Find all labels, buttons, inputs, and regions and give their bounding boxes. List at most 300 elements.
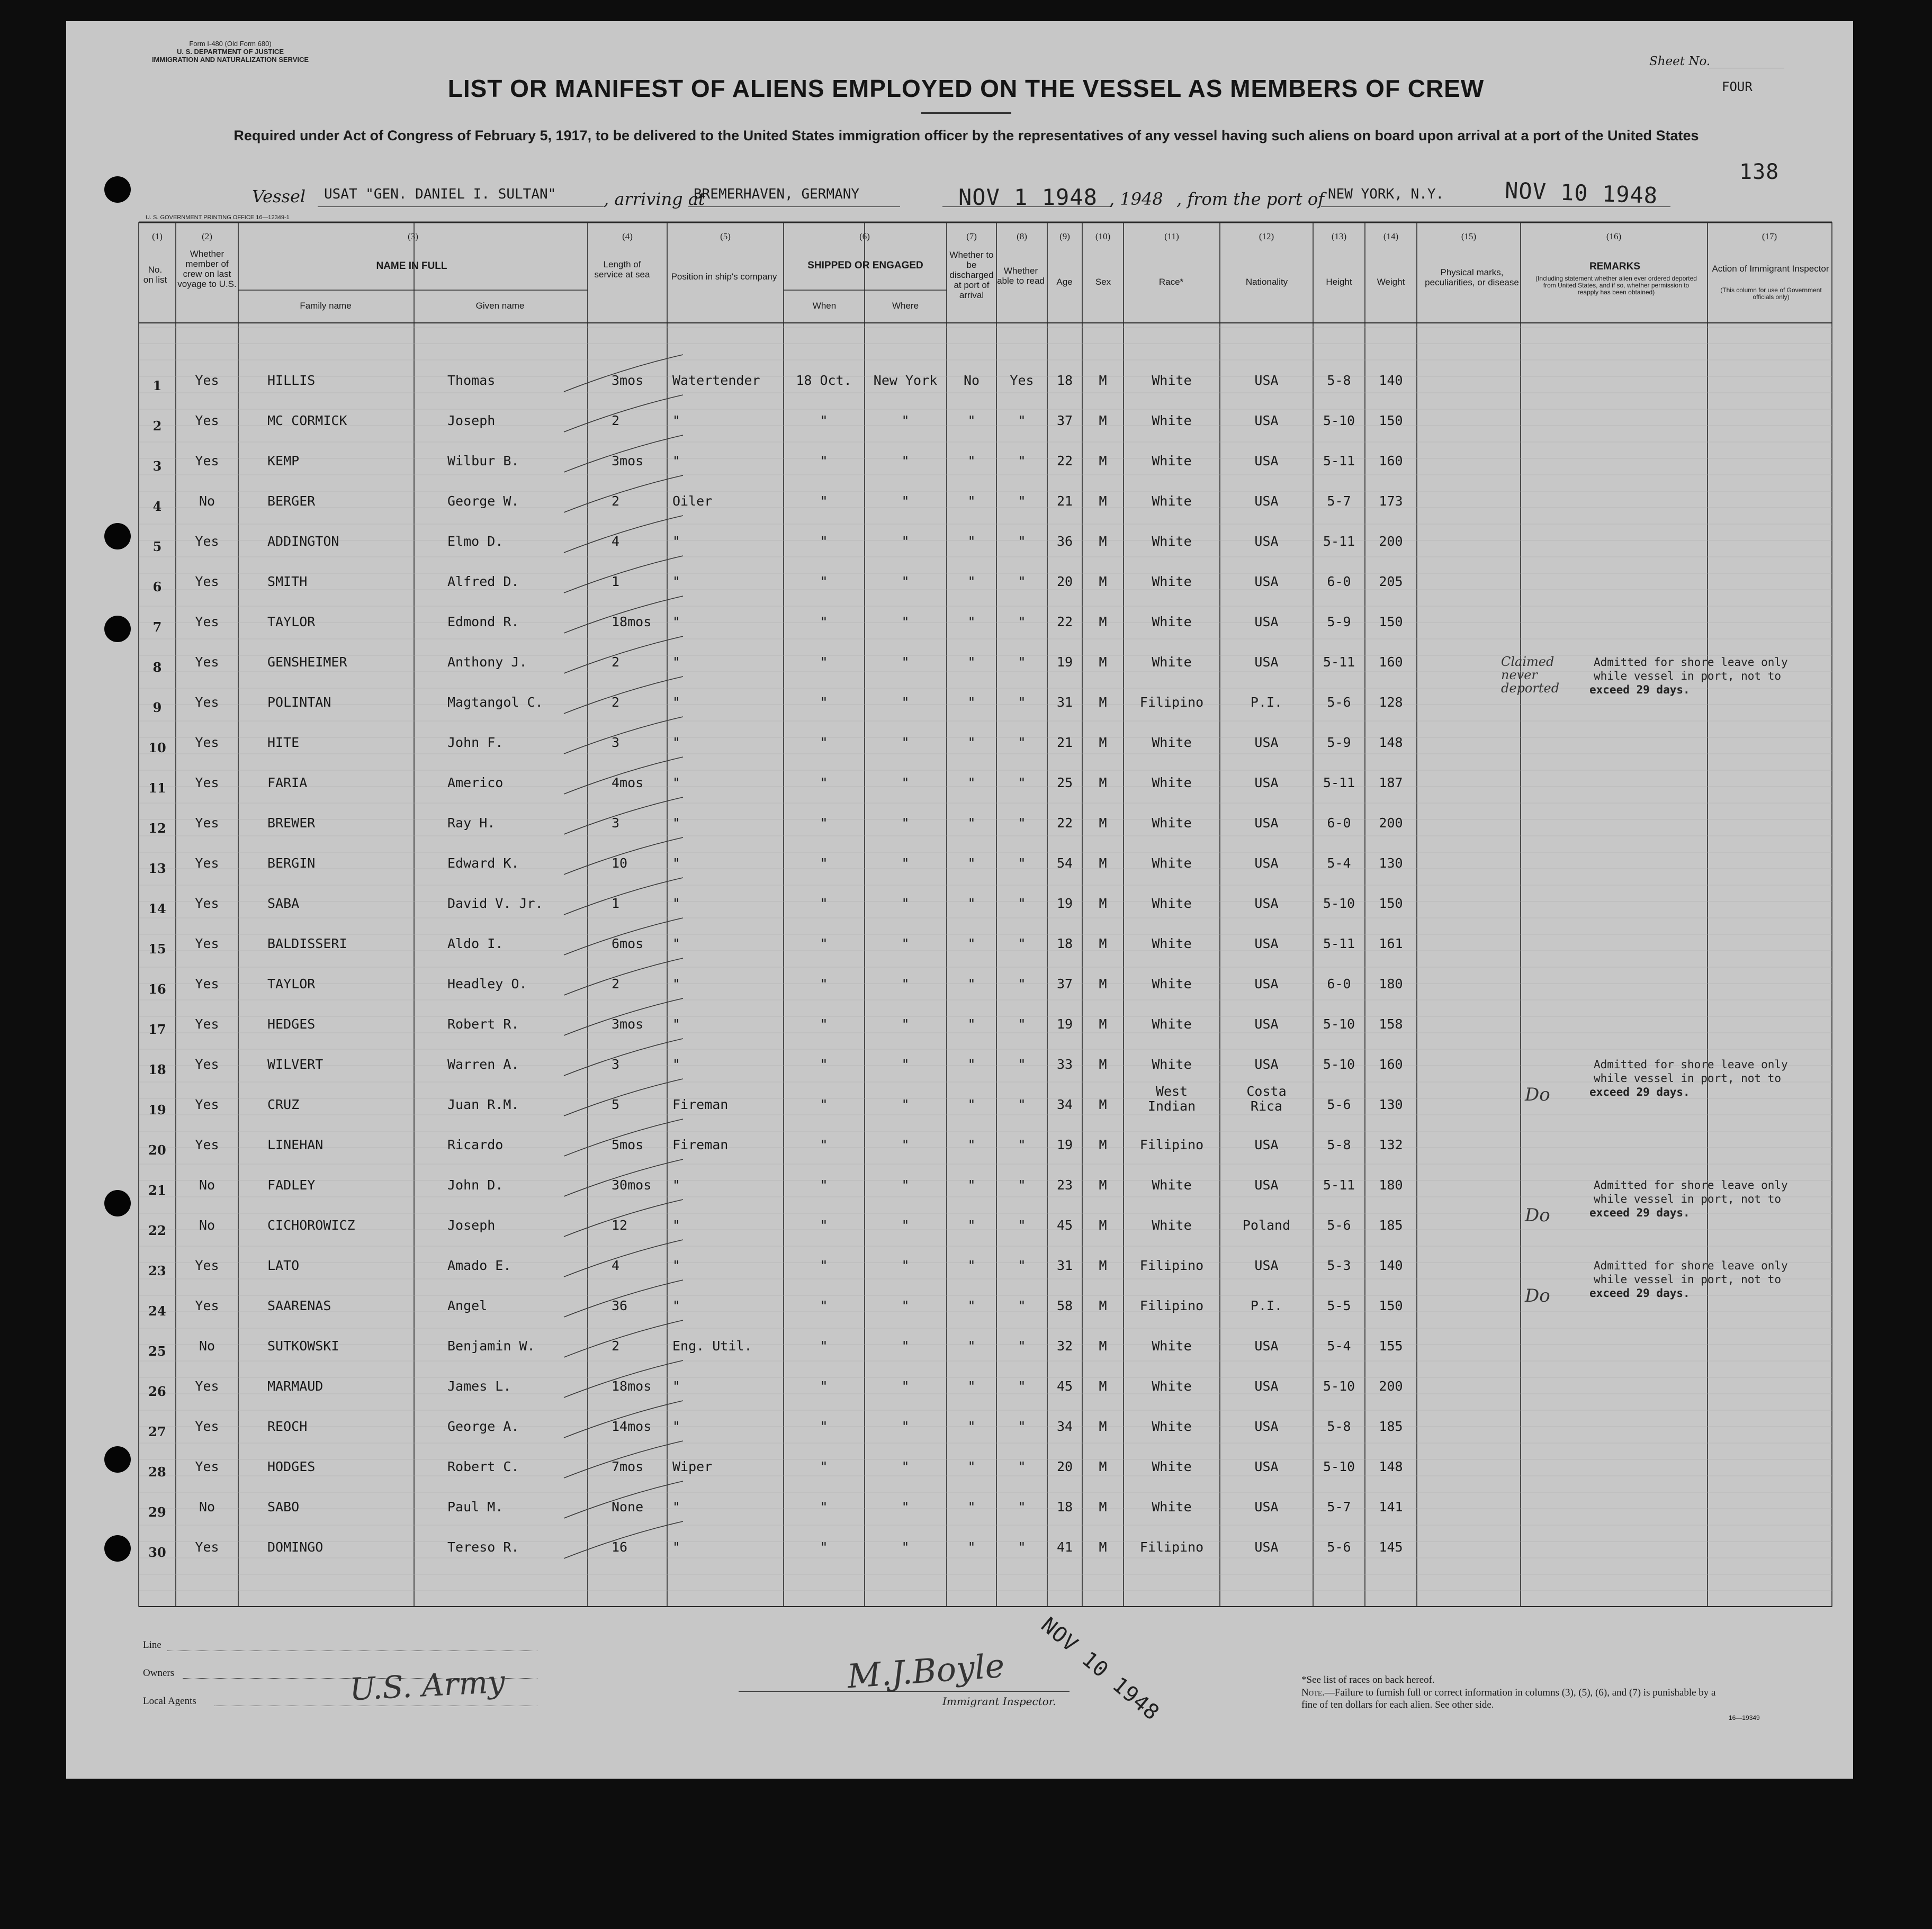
cell-position: Watertender xyxy=(672,373,760,388)
cell-last-voyage: Yes xyxy=(195,534,219,549)
cell-shipped-when: " xyxy=(820,1499,828,1515)
column-number: (16) xyxy=(1606,231,1622,241)
cell-shipped-when: " xyxy=(820,1258,828,1273)
header-sex: Sex xyxy=(1095,277,1111,287)
cell-height: 5-7 xyxy=(1327,493,1351,509)
row-number: 26 xyxy=(148,1384,166,1399)
cell-able-to-read: " xyxy=(1018,1539,1026,1555)
cell-age: 41 xyxy=(1056,1539,1073,1555)
cell-discharged: " xyxy=(967,1097,976,1112)
cell-given-name: Angel xyxy=(447,1298,488,1313)
cell-able-to-read: " xyxy=(1018,614,1026,629)
cell-discharged: " xyxy=(967,775,976,790)
cell-able-to-read: " xyxy=(1018,1057,1026,1072)
cell-able-to-read: " xyxy=(1018,493,1026,509)
cell-sex: M xyxy=(1099,775,1107,790)
cell-shipped-when: " xyxy=(820,1298,828,1313)
cell-shipped-when: " xyxy=(820,775,828,790)
cell-position: " xyxy=(672,453,681,468)
cell-shipped-when: " xyxy=(820,534,828,549)
cell-family-name: WILVERT xyxy=(267,1057,324,1072)
cell-race: White xyxy=(1152,976,1192,991)
cell-discharged: " xyxy=(967,574,976,589)
cell-family-name: CRUZ xyxy=(267,1097,300,1112)
column-number: (17) xyxy=(1762,231,1777,241)
cell-shipped-where: " xyxy=(901,1016,910,1032)
cell-able-to-read: " xyxy=(1018,574,1026,589)
row-number: 2 xyxy=(152,418,162,434)
cell-family-name: LATO xyxy=(267,1258,300,1273)
cell-race: White xyxy=(1152,413,1192,428)
cell-race: West Indian xyxy=(1147,1084,1196,1114)
cell-last-voyage: Yes xyxy=(195,574,219,589)
cell-nationality: USA xyxy=(1254,1338,1279,1354)
cell-service-length: 3 xyxy=(612,735,620,750)
cell-discharged: " xyxy=(967,695,976,710)
cell-nationality: USA xyxy=(1254,1419,1279,1434)
sheet-label: Sheet No. xyxy=(1649,55,1711,68)
cell-nationality: USA xyxy=(1254,1499,1279,1515)
cell-age: 31 xyxy=(1056,695,1073,710)
cell-shipped-where: " xyxy=(901,1338,910,1354)
cell-given-name: George W. xyxy=(447,493,519,509)
remark-typed-line: exceed 29 days. xyxy=(1589,683,1690,696)
page-title: LIST OR MANIFEST OF ALIENS EMPLOYED ON THE VESSEL AS MEMBERS OF CREW xyxy=(447,75,1485,102)
cell-position: " xyxy=(672,614,681,629)
header-where: Where xyxy=(892,301,919,311)
cell-given-name: Anthony J. xyxy=(447,654,527,670)
cell-nationality: USA xyxy=(1254,614,1279,629)
cell-race: White xyxy=(1152,896,1192,911)
column-number: (3) xyxy=(408,231,418,241)
cell-family-name: BERGER xyxy=(267,493,316,509)
line-label: Line xyxy=(143,1639,161,1651)
cell-family-name: BALDISSERI xyxy=(267,936,347,951)
cell-position: " xyxy=(672,1177,681,1193)
cell-discharged: " xyxy=(967,614,976,629)
cell-discharged: " xyxy=(967,1539,976,1555)
sheet-number: FOUR xyxy=(1722,79,1753,94)
cell-position: Eng. Util. xyxy=(672,1338,752,1354)
cell-discharged: " xyxy=(967,936,976,951)
cell-service-length: 2 xyxy=(612,695,620,710)
cell-weight: 150 xyxy=(1379,614,1403,629)
row-number: 22 xyxy=(148,1223,166,1238)
column-number: (1) xyxy=(152,231,163,241)
form-code: 16—19349 xyxy=(1729,1714,1760,1721)
note-text: —Failure to furnish full or correct information in columns (3), (5), (6), and (7) is punishable by a fine of ten dollars for each alien. See other side. xyxy=(1301,1687,1716,1710)
remark-handwritten: Do xyxy=(1525,1205,1550,1226)
remark-typed-line: exceed 29 days. xyxy=(1589,1086,1690,1098)
cell-shipped-where: " xyxy=(901,976,910,991)
cell-last-voyage: Yes xyxy=(195,1419,219,1434)
cell-race: White xyxy=(1152,1378,1192,1394)
cell-shipped-where: " xyxy=(901,1137,910,1152)
cell-race: White xyxy=(1152,1016,1192,1032)
cell-weight: 140 xyxy=(1379,373,1403,388)
cell-race: White xyxy=(1152,775,1192,790)
remark-typed-line: Admitted for shore leave only xyxy=(1594,1058,1788,1071)
cell-shipped-where: " xyxy=(901,493,910,509)
cell-last-voyage: Yes xyxy=(195,976,219,991)
arrival-date-stamp: NOV 1 1948 xyxy=(958,184,1098,210)
row-number: 14 xyxy=(148,901,166,916)
cell-height: 5-11 xyxy=(1323,453,1355,468)
cell-family-name: LINEHAN xyxy=(267,1137,324,1152)
cell-family-name: MARMAUD xyxy=(267,1378,324,1394)
row-number: 4 xyxy=(152,499,162,514)
cell-height: 5-11 xyxy=(1323,775,1355,790)
remark-typed-line: Admitted for shore leave only xyxy=(1594,656,1788,669)
header-family-name: Family name xyxy=(300,301,352,311)
cell-family-name: POLINTAN xyxy=(267,695,331,710)
cell-able-to-read: Yes xyxy=(1010,373,1034,388)
race-note: *See list of races on back hereof. xyxy=(1301,1674,1435,1685)
cell-last-voyage: No xyxy=(199,1177,215,1193)
row-number: 13 xyxy=(148,861,166,876)
cell-given-name: Tereso R. xyxy=(447,1539,519,1555)
column-number: (4) xyxy=(622,231,633,241)
cell-nationality: USA xyxy=(1254,413,1279,428)
cell-nationality: USA xyxy=(1254,1137,1279,1152)
cell-service-length: 2 xyxy=(612,654,620,670)
cell-height: 5-11 xyxy=(1323,936,1355,951)
cell-given-name: Edward K. xyxy=(447,855,519,871)
cell-shipped-where: " xyxy=(901,574,910,589)
cell-shipped-where: " xyxy=(901,654,910,670)
cell-last-voyage: Yes xyxy=(195,413,219,428)
row-number: 19 xyxy=(148,1102,166,1117)
cell-position: " xyxy=(672,1499,681,1515)
cell-service-length: 10 xyxy=(612,855,628,871)
column-number: (5) xyxy=(720,231,731,241)
cell-position: " xyxy=(672,976,681,991)
cell-able-to-read: " xyxy=(1018,896,1026,911)
cell-last-voyage: Yes xyxy=(195,1258,219,1273)
cell-nationality: USA xyxy=(1254,735,1279,750)
cell-age: 25 xyxy=(1056,775,1073,790)
row-number: 25 xyxy=(148,1344,166,1359)
cell-shipped-when: " xyxy=(820,1459,828,1474)
cell-age: 18 xyxy=(1056,1499,1073,1515)
cell-family-name: SAARENAS xyxy=(267,1298,331,1313)
cell-height: 5-6 xyxy=(1327,695,1351,710)
cell-service-length: 5mos xyxy=(612,1137,644,1152)
cell-position: " xyxy=(672,654,681,670)
remark-typed-line: while vessel in port, not to xyxy=(1594,1193,1782,1205)
punch-hole xyxy=(104,176,131,203)
cell-sex: M xyxy=(1099,453,1107,468)
cell-sex: M xyxy=(1099,695,1107,710)
cell-height: 5-9 xyxy=(1327,614,1351,629)
cell-weight: 128 xyxy=(1379,695,1403,710)
cell-weight: 160 xyxy=(1379,654,1403,670)
cell-given-name: Edmond R. xyxy=(447,614,519,629)
cell-last-voyage: Yes xyxy=(195,1137,219,1152)
form-number: Form I-480 (Old Form 680) xyxy=(189,40,272,48)
cell-discharged: " xyxy=(967,534,976,549)
cell-position: Oiler xyxy=(672,493,713,509)
cell-shipped-when: " xyxy=(820,1539,828,1555)
cell-discharged: " xyxy=(967,1298,976,1313)
cell-shipped-where: " xyxy=(901,413,910,428)
cell-race: White xyxy=(1152,1459,1192,1474)
cell-last-voyage: Yes xyxy=(195,735,219,750)
cell-given-name: Paul M. xyxy=(447,1499,504,1515)
remark-handwritten: Do xyxy=(1525,1084,1550,1105)
note-label: Note. xyxy=(1301,1687,1325,1698)
cell-shipped-where: " xyxy=(901,1177,910,1193)
cell-nationality: USA xyxy=(1254,855,1279,871)
cell-service-length: 14mos xyxy=(612,1419,652,1434)
cell-age: 20 xyxy=(1056,574,1073,589)
cell-service-length: 6mos xyxy=(612,936,644,951)
cell-service-length: 1 xyxy=(612,574,620,589)
cell-shipped-when: " xyxy=(820,1016,828,1032)
cell-sex: M xyxy=(1099,1097,1107,1112)
cell-position: " xyxy=(672,1218,681,1233)
cell-nationality: USA xyxy=(1254,373,1279,388)
cell-shipped-where: " xyxy=(901,896,910,911)
cell-family-name: HEDGES xyxy=(267,1016,316,1032)
departure-port: NEW YORK, N.Y. xyxy=(1328,186,1444,202)
cell-position: " xyxy=(672,413,681,428)
cell-service-length: 12 xyxy=(612,1218,628,1233)
cell-sex: M xyxy=(1099,1137,1107,1152)
cell-position: " xyxy=(672,1298,681,1313)
row-number: 28 xyxy=(148,1464,166,1480)
cell-last-voyage: Yes xyxy=(195,1016,219,1032)
inspector-date-stamp: NOV 10 1948 xyxy=(1036,1612,1164,1726)
punch-hole xyxy=(104,1446,131,1473)
cell-weight: 141 xyxy=(1379,1499,1403,1515)
cell-discharged: " xyxy=(967,815,976,831)
cell-position: " xyxy=(672,896,681,911)
cell-age: 22 xyxy=(1056,453,1073,468)
cell-given-name: David V. Jr. xyxy=(447,896,543,911)
cell-weight: 145 xyxy=(1379,1539,1403,1555)
row-number: 7 xyxy=(152,619,162,635)
fine-note xyxy=(1301,1687,1725,1711)
cell-shipped-where: " xyxy=(901,1378,910,1394)
cell-height: 5-10 xyxy=(1323,1057,1355,1072)
cell-height: 6-0 xyxy=(1327,976,1351,991)
cell-discharged: " xyxy=(967,1218,976,1233)
row-number: 5 xyxy=(152,539,162,554)
cell-age: 19 xyxy=(1056,1016,1073,1032)
cell-given-name: Ray H. xyxy=(447,815,496,831)
cell-shipped-where: " xyxy=(901,614,910,629)
cell-shipped-when: " xyxy=(820,493,828,509)
cell-service-length: 3 xyxy=(612,1057,620,1072)
cell-discharged: " xyxy=(967,493,976,509)
cell-sex: M xyxy=(1099,1057,1107,1072)
cell-shipped-when: " xyxy=(820,654,828,670)
cell-age: 45 xyxy=(1056,1378,1073,1394)
cell-shipped-where: " xyxy=(901,1258,910,1273)
cell-position: " xyxy=(672,1057,681,1072)
cell-able-to-read: " xyxy=(1018,453,1026,468)
cell-family-name: FARIA xyxy=(267,775,308,790)
cell-able-to-read: " xyxy=(1018,1218,1026,1233)
cell-age: 36 xyxy=(1056,534,1073,549)
cell-weight: 130 xyxy=(1379,855,1403,871)
header-discharged: Whether to be discharged at port of arrival xyxy=(949,250,994,300)
remark-handwritten: Claimed never deported xyxy=(1501,654,1560,696)
cell-sex: M xyxy=(1099,373,1107,388)
cell-race: White xyxy=(1152,614,1192,629)
cell-race: White xyxy=(1152,936,1192,951)
header-height: Height xyxy=(1326,277,1352,287)
cell-shipped-where: " xyxy=(901,1057,910,1072)
cell-shipped-when: " xyxy=(820,1338,828,1354)
cell-given-name: Warren A. xyxy=(447,1057,519,1072)
cell-discharged: " xyxy=(967,1057,976,1072)
row-number: 30 xyxy=(148,1545,166,1560)
cell-able-to-read: " xyxy=(1018,1137,1026,1152)
cell-height: 5-10 xyxy=(1323,1016,1355,1032)
cell-service-length: None xyxy=(612,1499,644,1515)
column-number: (6) xyxy=(859,231,870,241)
cell-given-name: Alfred D. xyxy=(447,574,519,589)
cell-last-voyage: Yes xyxy=(195,1459,219,1474)
cell-age: 19 xyxy=(1056,1137,1073,1152)
header-prev-voyage: Whether member of crew on last voyage to U.S. xyxy=(177,249,237,289)
cell-able-to-read: " xyxy=(1018,1016,1026,1032)
column-number: (9) xyxy=(1059,231,1070,241)
cell-race: White xyxy=(1152,654,1192,670)
cell-weight: 158 xyxy=(1379,1016,1403,1032)
cell-shipped-when: " xyxy=(820,1137,828,1152)
cell-family-name: TAYLOR xyxy=(267,614,316,629)
column-number: (13) xyxy=(1331,231,1347,241)
cell-given-name: Elmo D. xyxy=(447,534,504,549)
cell-nationality: USA xyxy=(1254,654,1279,670)
header-position: Position in ship's company xyxy=(671,272,777,282)
cell-shipped-where: " xyxy=(901,735,910,750)
cell-weight: 200 xyxy=(1379,534,1403,549)
local-agents-label: Local Agents xyxy=(143,1696,196,1707)
column-number: (2) xyxy=(202,231,212,241)
cell-shipped-where: " xyxy=(901,815,910,831)
punch-hole xyxy=(104,523,131,549)
cell-age: 34 xyxy=(1056,1097,1073,1112)
cell-race: Filipino xyxy=(1139,1539,1204,1555)
cell-service-length: 4mos xyxy=(612,775,644,790)
cell-family-name: CICHOROWICZ xyxy=(267,1218,355,1233)
row-number: 10 xyxy=(148,740,166,755)
cell-shipped-when: " xyxy=(820,413,828,428)
cell-last-voyage: Yes xyxy=(195,654,219,670)
cell-discharged: " xyxy=(967,896,976,911)
column-number: (15) xyxy=(1461,231,1477,241)
header-given-name: Given name xyxy=(475,301,525,311)
cell-able-to-read: " xyxy=(1018,1177,1026,1193)
cell-weight: 160 xyxy=(1379,1057,1403,1072)
cell-age: 21 xyxy=(1056,735,1073,750)
header-remarks: REMARKS xyxy=(1589,261,1641,272)
cell-family-name: SMITH xyxy=(267,574,308,589)
cell-height: 5-6 xyxy=(1327,1218,1351,1233)
cell-last-voyage: Yes xyxy=(195,1097,219,1112)
cell-discharged: " xyxy=(967,413,976,428)
cell-height: 5-10 xyxy=(1323,896,1355,911)
cell-sex: M xyxy=(1099,1378,1107,1394)
cell-height: 5-6 xyxy=(1327,1097,1351,1112)
cell-position: Fireman xyxy=(672,1137,729,1152)
cell-height: 6-0 xyxy=(1327,815,1351,831)
cell-able-to-read: " xyxy=(1018,1378,1026,1394)
form-identifier xyxy=(135,40,326,64)
cell-shipped-where: " xyxy=(901,855,910,871)
cell-shipped-when: " xyxy=(820,815,828,831)
cell-weight: 150 xyxy=(1379,413,1403,428)
cell-service-length: 4 xyxy=(612,534,620,549)
cell-able-to-read: " xyxy=(1018,1298,1026,1313)
cell-discharged: " xyxy=(967,1459,976,1474)
cell-nationality: USA xyxy=(1254,896,1279,911)
cell-sex: M xyxy=(1099,1218,1107,1233)
cell-family-name: BREWER xyxy=(267,815,316,831)
cell-shipped-when: " xyxy=(820,855,828,871)
cell-sex: M xyxy=(1099,735,1107,750)
cell-sex: M xyxy=(1099,1177,1107,1193)
row-number: 29 xyxy=(148,1504,166,1520)
cell-nationality: USA xyxy=(1254,1459,1279,1474)
cell-service-length: 4 xyxy=(612,1258,620,1273)
header-physical-marks: Physical marks, peculiarities, or disease xyxy=(1425,267,1519,287)
column-number: (11) xyxy=(1164,231,1179,241)
cell-race: White xyxy=(1152,735,1192,750)
cell-shipped-where: " xyxy=(901,1459,910,1474)
cell-race: White xyxy=(1152,534,1192,549)
cell-age: 32 xyxy=(1056,1338,1073,1354)
inspector-signature: M.J.Boyle xyxy=(846,1646,1006,1696)
cell-service-length: 2 xyxy=(612,976,620,991)
cell-given-name: Joseph xyxy=(447,413,496,428)
cell-service-length: 30mos xyxy=(612,1177,652,1193)
cell-family-name: ADDINGTON xyxy=(267,534,339,549)
cell-height: 6-0 xyxy=(1327,574,1351,589)
cell-nationality: USA xyxy=(1254,1016,1279,1032)
header-when: When xyxy=(812,301,837,311)
cell-age: 37 xyxy=(1056,413,1073,428)
cell-height: 5-11 xyxy=(1323,1177,1355,1193)
cell-family-name: KEMP xyxy=(267,453,300,468)
cell-last-voyage: Yes xyxy=(195,373,219,388)
cell-nationality: USA xyxy=(1254,1258,1279,1273)
cell-nationality: USA xyxy=(1254,1177,1279,1193)
row-number: 9 xyxy=(152,700,162,715)
row-number: 8 xyxy=(152,660,162,675)
cell-sex: M xyxy=(1099,493,1107,509)
row-number: 24 xyxy=(148,1303,166,1319)
cell-weight: 148 xyxy=(1379,1459,1403,1474)
cell-position: " xyxy=(672,1258,681,1273)
departure-date-stamp: NOV 10 1948 xyxy=(1504,177,1658,209)
cell-given-name: Ricardo xyxy=(447,1137,504,1152)
cell-shipped-when: " xyxy=(820,695,828,710)
cell-able-to-read: " xyxy=(1018,534,1026,549)
cell-given-name: Magtangol C. xyxy=(447,695,543,710)
cell-race: Filipino xyxy=(1139,1298,1204,1313)
cell-given-name: Juan R.M. xyxy=(447,1097,519,1112)
header-action: Action of Immigrant Inspector xyxy=(1712,264,1829,274)
cell-race: White xyxy=(1152,1499,1192,1515)
remark-typed-line: Admitted for shore leave only xyxy=(1594,1259,1788,1272)
cell-family-name: MC CORMICK xyxy=(267,413,347,428)
cell-age: 22 xyxy=(1056,815,1073,831)
